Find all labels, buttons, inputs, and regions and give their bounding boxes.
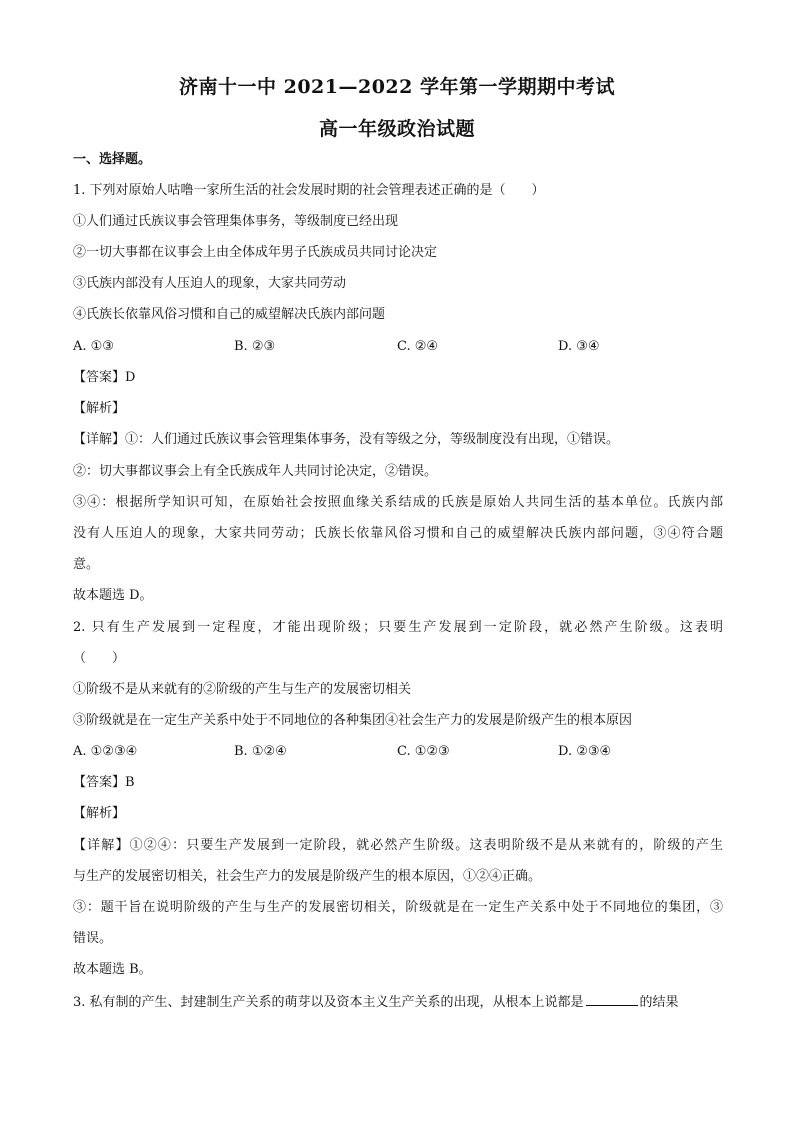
q3-stem — [73, 991, 723, 1013]
q1-answer: 【答案】D — [73, 370, 136, 385]
q1-analysis-label: 【解析】 — [73, 401, 126, 416]
q1-conclusion: 故本题选 D。 — [73, 588, 153, 603]
q1-options — [73, 337, 723, 357]
q3-blank — [586, 991, 638, 1006]
q1-option-b: B. ②③ — [234, 339, 276, 354]
q2-item-2: ③阶级就是在一定生产关系中处于不同地位的各种集团④社会生产力的发展是阶级产生的根本原因 — [73, 713, 633, 728]
section-heading: 一、选择题。 — [73, 152, 152, 167]
q1-option-d: D. ③④ — [558, 339, 600, 354]
q1-detail-line: ②：切大事都议事会上有全氏族成年人共同讨论决定，②错误。 — [73, 464, 438, 479]
q1-option-c: C. ②④ — [397, 339, 439, 354]
q2-item-1: ①阶级不是从来就有的②阶级的产生与生产的发展密切相关 — [73, 682, 412, 697]
exam-subtitle: 高一年级政治试题 — [318, 118, 475, 140]
q2-conclusion: 故本题选 B。 — [73, 962, 152, 977]
q1-detail-line: 意。 — [73, 557, 100, 572]
q1-item-3: ③氏族内部没有人压迫人的现象，大家共同劳动 — [73, 276, 347, 291]
q2-options — [73, 742, 723, 762]
q2-option-a: A. ①②③④ — [73, 744, 138, 759]
q2-stem: 2. 只有生产发展到一定程度，才能出现阶级；只要生产发展到一定阶段，就必然产生阶级。这表明 — [73, 620, 723, 635]
q2-detail-line: ③：题干旨在说明阶级的产生与生产的发展密切相关，阶级就是在一定生产关系中处于不同地位的集团，③ — [73, 900, 723, 915]
q2-detail-line: 错误。 — [73, 931, 113, 946]
q2-option-b: B. ①②④ — [234, 744, 287, 759]
q1-option-a: A. ①③ — [73, 339, 114, 354]
q2-option-d: D. ②③④ — [558, 744, 612, 759]
q2-option-c: C. ①②③ — [397, 744, 450, 759]
q2-stem-bracket: （ ） — [73, 651, 126, 666]
q1-detail-line: ③④：根据所学知识可知，在原始社会按照血缘关系结成的氏族是原始人共同生活的基本单位。氏族内部 — [73, 495, 723, 510]
q3-stem-after: 的结果 — [639, 995, 679, 1010]
q1-item-4: ④氏族长依靠风俗习惯和自己的威望解决氏族内部问题 — [73, 307, 386, 322]
q1-detail-line: 没有人压迫人的现象，大家共同劳动；氏族长依靠风俗习惯和自己的威望解决氏族内部问题，③④符合题 — [73, 526, 723, 541]
q1-item-1: ①人们通过氏族议事会管理集体事务，等级制度已经出现 — [73, 214, 399, 229]
q2-detail-line: 【详解】①②④：只要生产发展到一定阶段，就必然产生阶级。这表明阶级不是从来就有的，阶级的产生 — [73, 838, 723, 853]
q2-answer: 【答案】B — [73, 775, 135, 790]
q1-stem: 1. 下列对原始人咕噜一家所生活的社会发展时期的社会管理表述正确的是（ ） — [73, 183, 545, 198]
q2-analysis-label: 【解析】 — [73, 806, 126, 821]
q1-item-2: ②一切大事都在议事会上由全体成年男子氏族成员共同讨论决定 — [73, 245, 438, 260]
q3-stem-before: 3. 私有制的产生、封建制生产关系的萌芽以及资本主义生产关系的出现，从根本上说都是 — [73, 995, 584, 1010]
q2-detail-line: 与生产的发展密切相关，社会生产力的发展是阶级产生的根本原因，①②④正确。 — [73, 869, 542, 884]
exam-title: 济南十一中 2021—2022 学年第一学期期中考试 — [179, 76, 615, 98]
q1-detail-line: 【详解】①：人们通过氏族议事会管理集体事务，没有等级之分，等级制度没有出现，①错误。 — [73, 432, 620, 447]
